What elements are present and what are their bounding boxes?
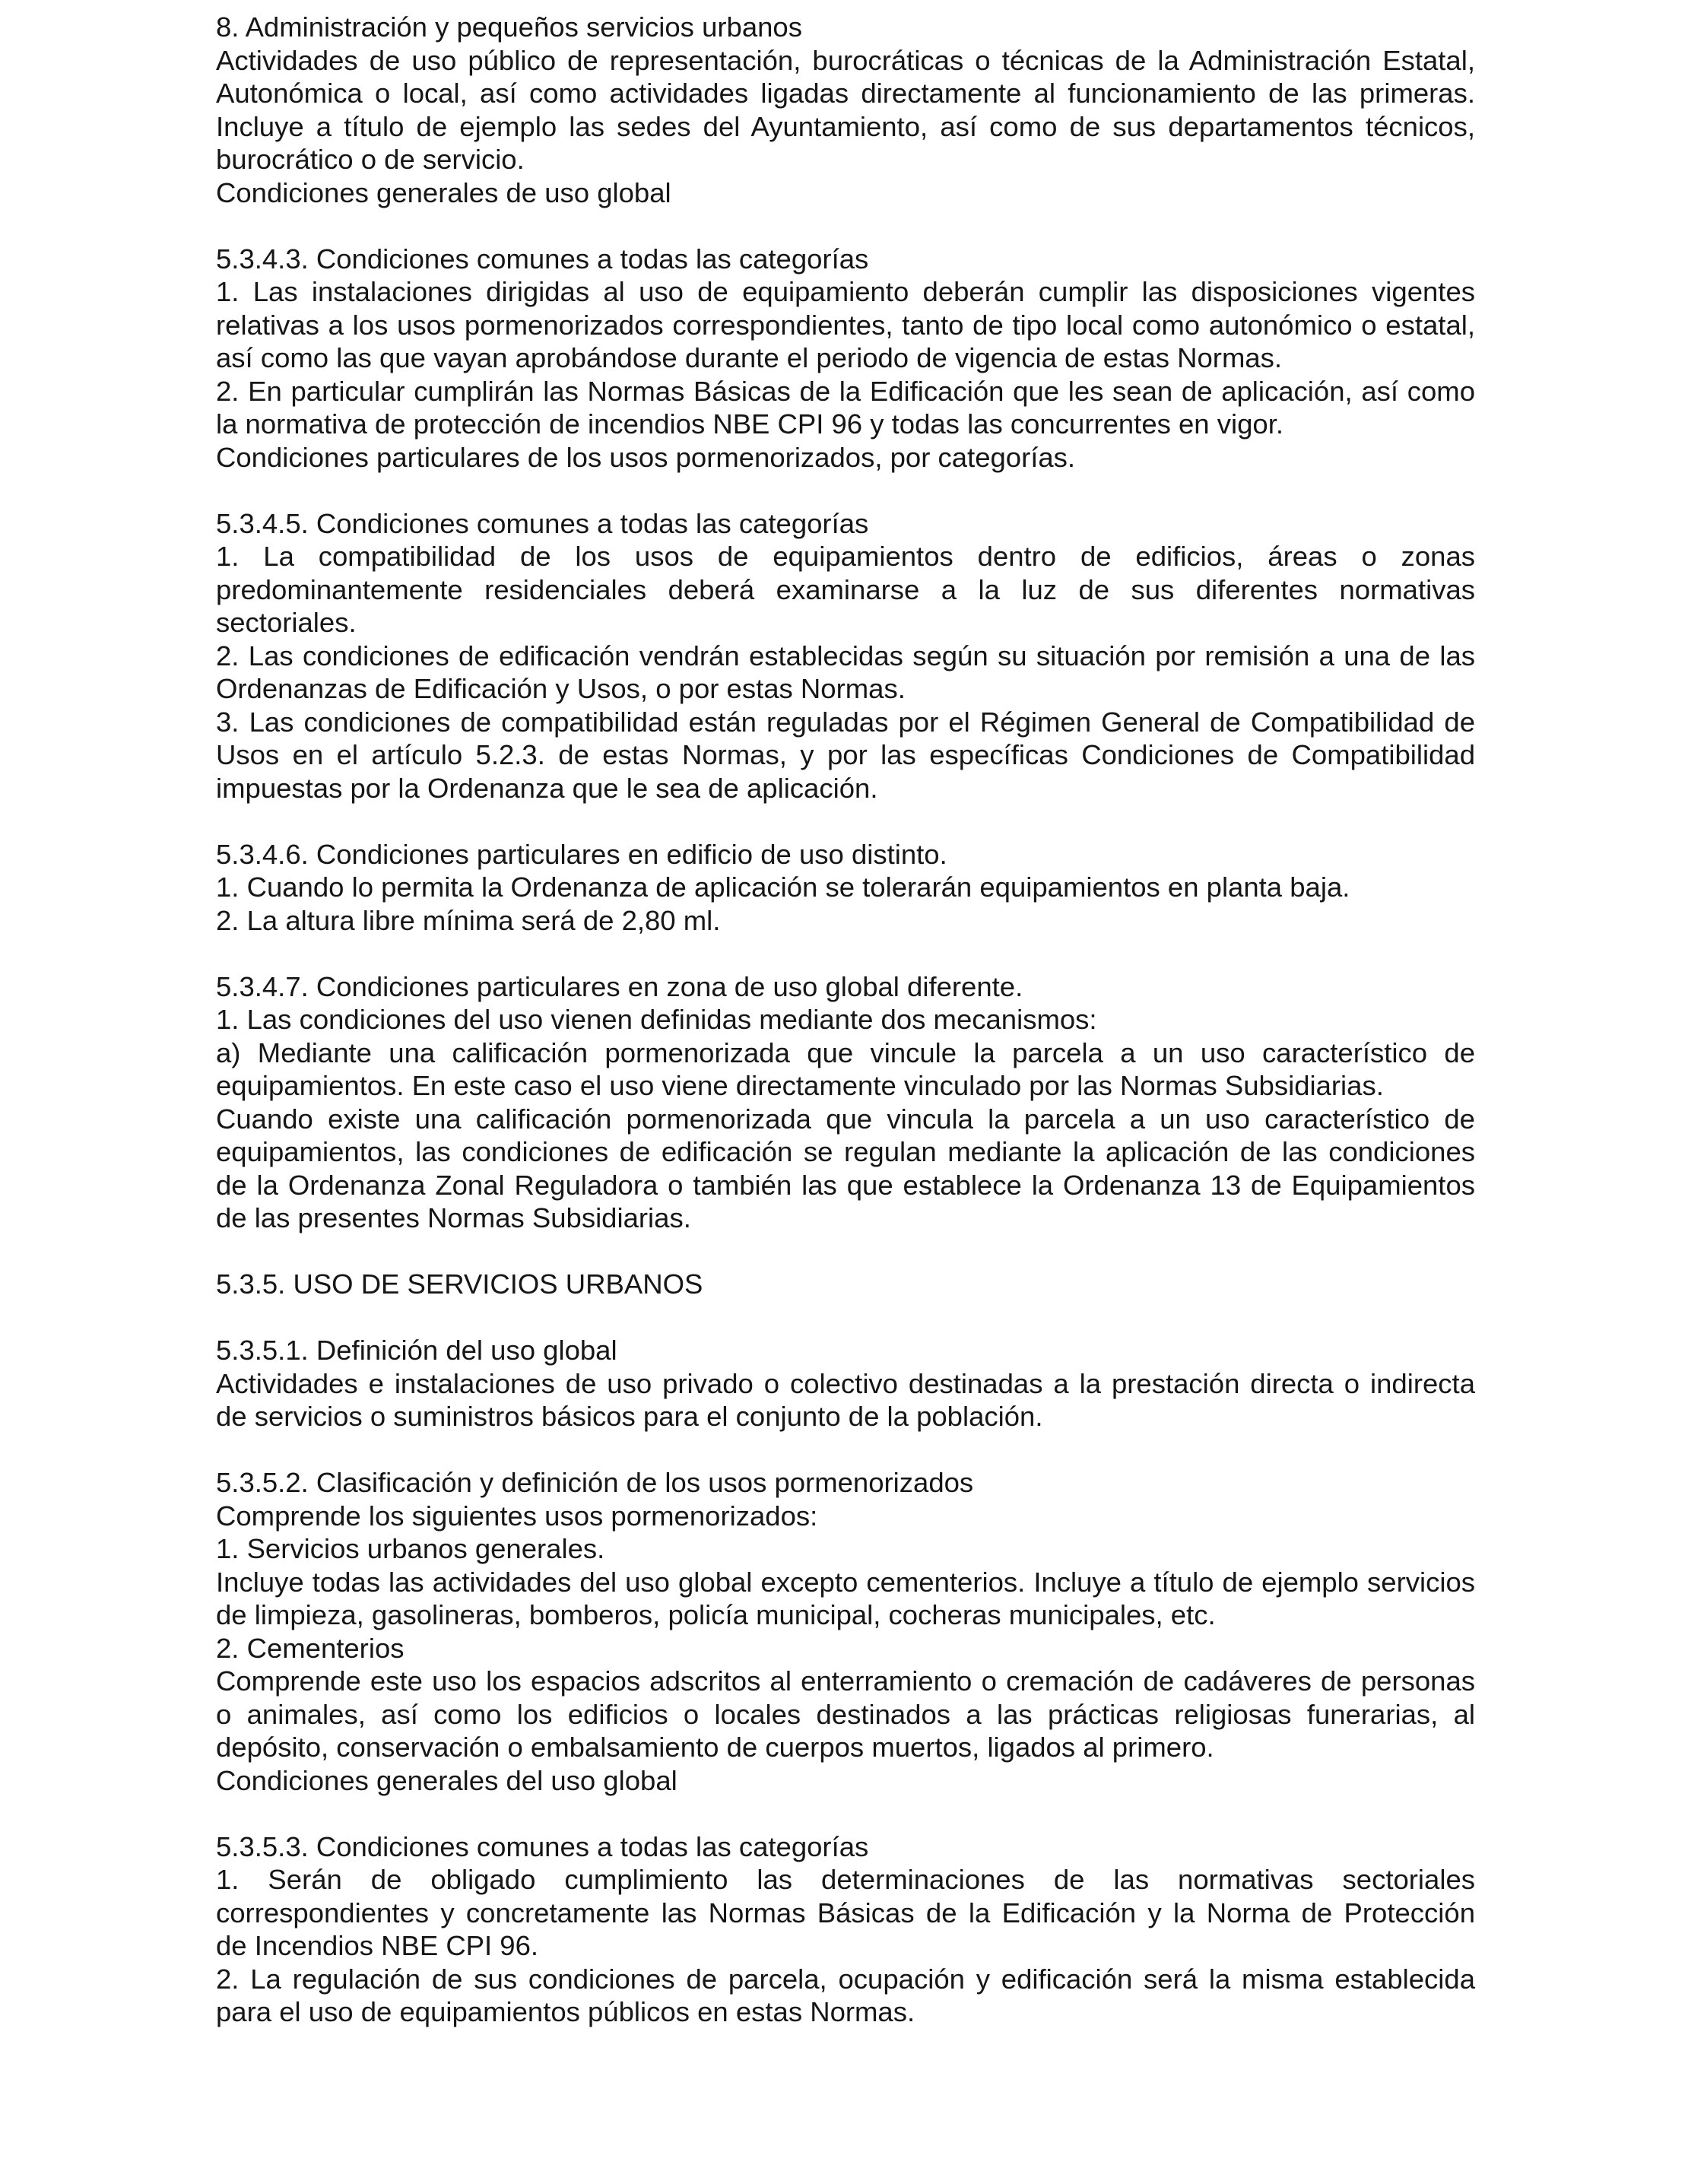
text-line: 5.3.4.7. Condiciones particulares en zona de uso global diferente.: [216, 970, 1023, 1002]
text-line: o animales, así como los edificios o locales destinados a las prácticas religiosas funerarias, al: [216, 1698, 1475, 1730]
text-line: de limpieza, gasolineras, bomberos, policía municipal, cocheras municipales, etc.: [216, 1599, 1216, 1630]
text-line: 2. La regulación de sus condiciones de parcela, ocupación y edificación será la misma establecida: [216, 1963, 1475, 1995]
text-line: 2. En particular cumplirán las Normas Básicas de la Edificación que les sean de aplicación, así como: [216, 375, 1475, 407]
text-line: relativas a los usos pormenorizados correspondientes, tanto de tipo local como autonómico o estatal,: [216, 309, 1475, 341]
text-line: Actividades de uso público de representación, burocráticas o técnicas de la Administración Estatal,: [216, 44, 1475, 76]
text-line: de las presentes Normas Subsidiarias.: [216, 1202, 691, 1233]
blank-line: [216, 1301, 1475, 1335]
text-line: Comprende este uso los espacios adscritos al enterramiento o cremación de cadáveres de personas: [216, 1665, 1475, 1697]
blank-line: [216, 1797, 1475, 1830]
text-line: 5.3.4.6. Condiciones particulares en edificio de uso distinto.: [216, 838, 947, 870]
text-line: Cuando existe una calificación pormenorizada que vincula la parcela a un uso característico de: [216, 1103, 1475, 1135]
text-line: depósito, conservación o embalsamiento de cuerpos muertos, ligados al primero.: [216, 1732, 1214, 1763]
text-line: burocrático o de servicio.: [216, 144, 525, 175]
text-line: equipamientos, las condiciones de edificación se regulan mediante la aplicación de las condiciones: [216, 1136, 1475, 1167]
blank-line: [216, 209, 1475, 243]
text-line: 2. Cementerios: [216, 1632, 405, 1664]
text-line: Condiciones generales de uso global: [216, 176, 671, 208]
text-line: 3. Las condiciones de compatibilidad están reguladas por el Régimen General de Compatibilidad de: [216, 706, 1475, 738]
text-line: correspondientes y concretamente las Normas Básicas de la Edificación y la Norma de Protección: [216, 1897, 1475, 1928]
text-line: de Incendios NBE CPI 96.: [216, 1930, 539, 1961]
text-line: de la Ordenanza Zonal Reguladora o también las que establece la Ordenanza 13 de Equipamientos: [216, 1169, 1475, 1201]
text-line: la normativa de protección de incendios NBE CPI 96 y todas las concurrentes en vigor.: [216, 408, 1283, 440]
text-line: 5.3.5.3. Condiciones comunes a todas las categorías: [216, 1830, 869, 1862]
text-line: Incluye todas las actividades del uso global excepto cementerios. Incluye a título de ejemplo servicios: [216, 1566, 1475, 1598]
text-line: Incluye a título de ejemplo las sedes del Ayuntamiento, así como de sus departamentos técnicos,: [216, 110, 1475, 142]
document-page: [216, 11, 1475, 2029]
text-line: Usos en el artículo 5.2.3. de estas Normas, y por las específicas Condiciones de Compatibilidad: [216, 739, 1475, 770]
text-line: predominantemente residenciales deberá examinarse a la luz de sus diferentes normativas: [216, 573, 1475, 605]
text-line: sectoriales.: [216, 607, 357, 638]
text-line: 2. Las condiciones de edificación vendrán establecidas según su situación por remisión a una de las: [216, 640, 1475, 671]
text-line: así como las que vayan aprobándose durante el periodo de vigencia de estas Normas.: [216, 342, 1283, 373]
text-line: 5.3.4.3. Condiciones comunes a todas las categorías: [216, 243, 869, 275]
text-line: 5.3.4.5. Condiciones comunes a todas las categorías: [216, 507, 869, 539]
blank-line: [216, 1433, 1475, 1467]
text-line: 1. Las condiciones del uso vienen definidas mediante dos mecanismos:: [216, 1004, 1097, 1035]
text-line: 5.3.5.2. Clasificación y definición de los usos pormenorizados: [216, 1467, 974, 1498]
text-line: 5.3.5. USO DE SERVICIOS URBANOS: [216, 1268, 703, 1300]
text-line: de servicios o suministros básicos para el conjunto de la población.: [216, 1401, 1043, 1432]
text-line: Condiciones particulares de los usos pormenorizados, por categorías.: [216, 441, 1076, 473]
text-line: para el uso de equipamientos públicos en estas Normas.: [216, 1996, 915, 2027]
text-line: Actividades e instalaciones de uso privado o colectivo destinadas a la prestación directa o indirecta: [216, 1367, 1475, 1399]
text-line: Ordenanzas de Edificación y Usos, o por estas Normas.: [216, 673, 906, 704]
blank-line: [216, 805, 1475, 838]
text-line: a) Mediante una calificación pormenorizada que vincule la parcela a un uso característico de: [216, 1036, 1475, 1068]
text-line: 5.3.5.1. Definición del uso global: [216, 1335, 617, 1366]
text-line: 1. Serán de obligado cumplimiento las determinaciones de las normativas sectoriales: [216, 1864, 1475, 1895]
text-line: Comprende los siguientes usos pormenorizados:: [216, 1500, 818, 1532]
blank-line: [216, 474, 1475, 507]
text-line: 1. La compatibilidad de los usos de equipamientos dentro de edificios, áreas o zonas: [216, 541, 1475, 572]
text-line: Autonómica o local, así como actividades ligadas directamente al funcionamiento de las primeras.: [216, 78, 1475, 109]
text-line: equipamientos. En este caso el uso viene directamente vinculado por las Normas Subsidiarias.: [216, 1070, 1384, 1101]
text-line: 1. Servicios urbanos generales.: [216, 1533, 605, 1564]
blank-line: [216, 1235, 1475, 1268]
text-line: Condiciones generales del uso global: [216, 1764, 677, 1796]
text-line: 2. La altura libre mínima será de 2,80 ml.: [216, 904, 721, 936]
text-line: impuestas por la Ordenanza que le sea de aplicación.: [216, 772, 878, 804]
blank-line: [216, 937, 1475, 970]
text-line: 1. Las instalaciones dirigidas al uso de equipamiento deberán cumplir las disposiciones vigentes: [216, 276, 1475, 307]
text-line: 1. Cuando lo permita la Ordenanza de aplicación se tolerarán equipamientos en planta baja.: [216, 871, 1350, 903]
text-line: 8. Administración y pequeños servicios urbanos: [216, 11, 802, 43]
